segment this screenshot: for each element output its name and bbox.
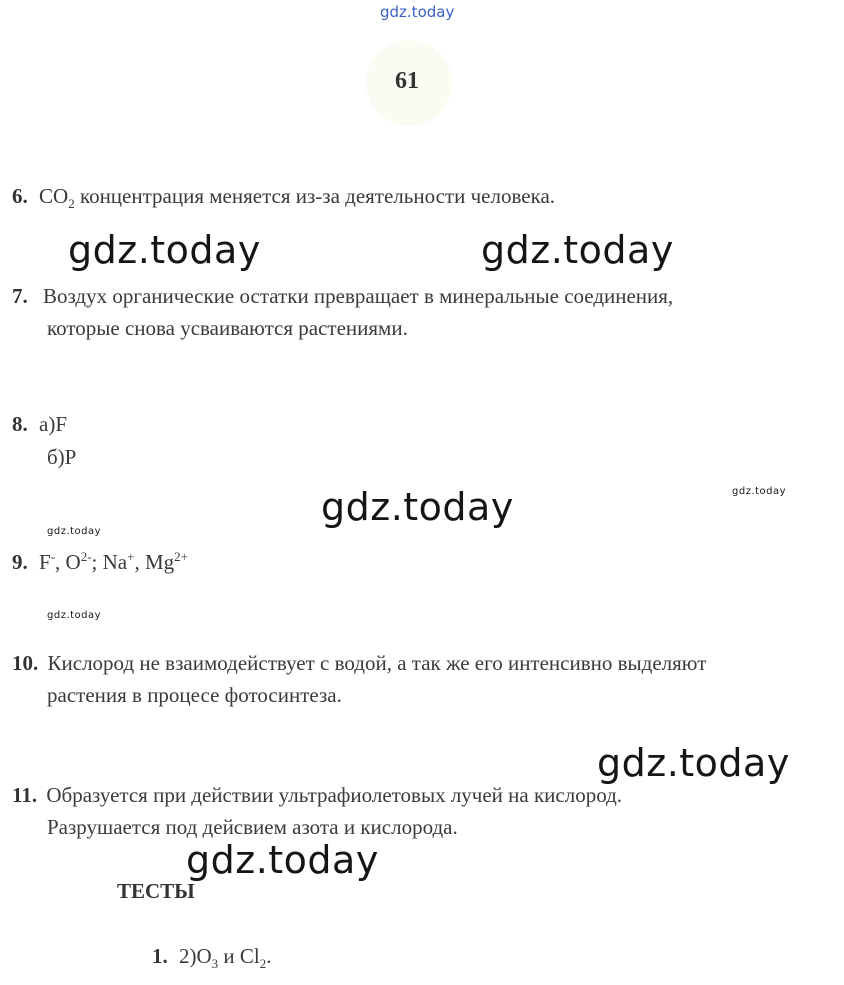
watermark: gdz.today: [732, 486, 787, 497]
answer-8: [12, 412, 67, 437]
superscript: 2-: [80, 549, 92, 564]
answer-number: 11.: [12, 783, 38, 807]
watermark: gdz.today: [186, 838, 379, 882]
ion-text: , O: [55, 550, 81, 574]
superscript: 2+: [174, 549, 188, 564]
watermark: gdz.today: [481, 228, 674, 272]
answer-11: [12, 783, 622, 808]
superscript: +: [127, 549, 135, 564]
ion-text: , Mg: [134, 550, 175, 574]
answer-text-line1: а)F: [39, 412, 67, 436]
watermark-top: gdz.today: [380, 3, 455, 21]
subscript: 3: [211, 956, 219, 972]
answer-9: [12, 549, 188, 575]
watermark: gdz.today: [47, 610, 102, 621]
answer-text-line1: Кислород не взаимодействует с водой, а так же его интенсивно выделяют: [47, 651, 707, 675]
answer-number: 7.: [12, 284, 28, 308]
answer-number: 1.: [152, 944, 168, 968]
subscript: 2: [68, 196, 75, 212]
answer-number: 6.: [12, 184, 28, 208]
watermark: gdz.today: [321, 485, 514, 529]
answer-7-line2: которые снова усваиваются растениями.: [47, 316, 408, 340]
page-number: 61: [395, 68, 419, 94]
tests-heading: ТЕСТЫ: [117, 879, 195, 903]
answer-text: и Cl: [218, 944, 260, 968]
answer-text: 2)O: [179, 944, 212, 968]
answer-10: [12, 651, 706, 676]
answer-text: .: [266, 944, 272, 968]
answer-11-line2: Разрушается под дейсвием азота и кислорода.: [47, 815, 458, 839]
answer-number: 8.: [12, 412, 28, 436]
answer-number: 10.: [12, 651, 39, 675]
answer-7: [12, 284, 673, 309]
watermark: gdz.today: [68, 228, 261, 272]
ion-text: F: [39, 550, 51, 574]
answer-8-line2: б)P: [47, 445, 77, 469]
test-answer-1: [152, 944, 272, 972]
watermark: gdz.today: [47, 526, 102, 537]
ion-text: ; Na: [91, 550, 128, 574]
watermark: gdz.today: [597, 741, 790, 785]
superscript: -: [50, 549, 56, 564]
answer-6: [12, 184, 555, 212]
answer-text-line1: Образуется при действии ультрафиолетовых лучей на кислород.: [46, 783, 623, 807]
answer-text: концентрация меняется из-за деятельности человека.: [74, 184, 556, 208]
answer-10-line2: растения в процесе фотосинтеза.: [47, 683, 342, 707]
answer-text-line1: Воздух органические остатки превращает в минеральные соединения,: [43, 284, 674, 308]
answer-number: 9.: [12, 550, 28, 574]
subscript: 2: [259, 956, 267, 972]
answer-text: CO: [39, 184, 69, 208]
